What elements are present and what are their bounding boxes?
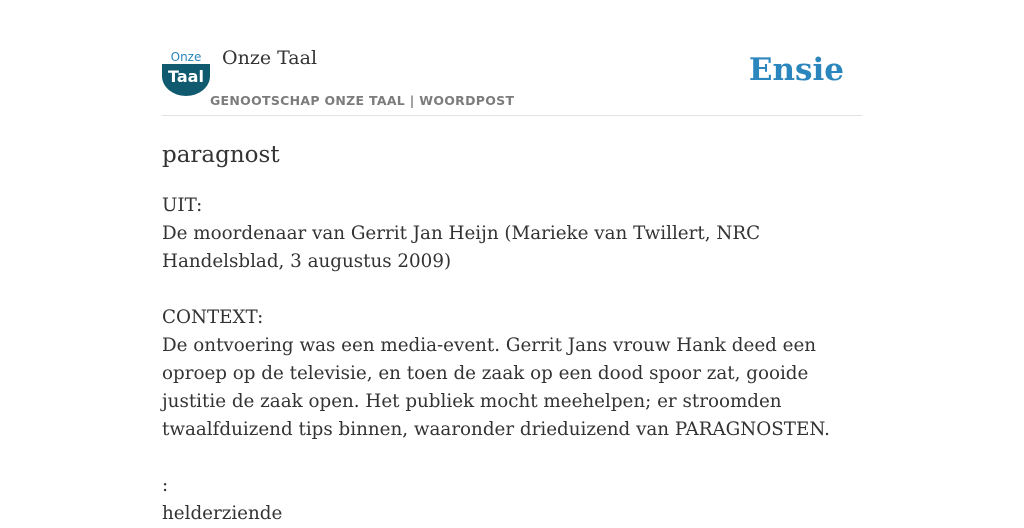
context-text: De ontvoering was een media-event. Gerrit Jans vrouw Hank deed een oproep op de televisie, en toen de zaak op een dood spoor zat, gooide justitie de zaak open. Het publiek mocht meehelpen; er stroomden twaalfduizend tips binnen, waaronder drieduizend van PARAGNOSTEN. bbox=[162, 335, 830, 440]
entry-title: paragnost bbox=[162, 142, 280, 168]
ensie-brand-link[interactable]: Ensie bbox=[748, 52, 844, 88]
onze-taal-logo-icon[interactable] bbox=[162, 50, 210, 96]
meaning-text: helderziende bbox=[162, 503, 283, 524]
context-label: CONTEXT: bbox=[162, 307, 264, 328]
site-name[interactable]: Onze Taal bbox=[222, 47, 318, 69]
paragraph-spacer bbox=[162, 444, 862, 472]
site-header bbox=[162, 0, 862, 116]
page-container bbox=[162, 0, 862, 524]
logo-text-bottom: Taal bbox=[168, 67, 204, 86]
paragraph-spacer bbox=[162, 276, 862, 304]
colon-label: : bbox=[162, 475, 169, 496]
entry-body bbox=[162, 192, 862, 528]
uit-label: UIT: bbox=[162, 195, 203, 216]
logo-text-top: Onze bbox=[170, 50, 202, 64]
uit-source: De moordenaar van Gerrit Jan Heijn (Marieke van Twillert, NRC Handelsblad, 3 augustus 2009) bbox=[162, 223, 761, 272]
site-subtitle: GENOOTSCHAP ONZE TAAL | WOORDPOST bbox=[210, 93, 515, 108]
